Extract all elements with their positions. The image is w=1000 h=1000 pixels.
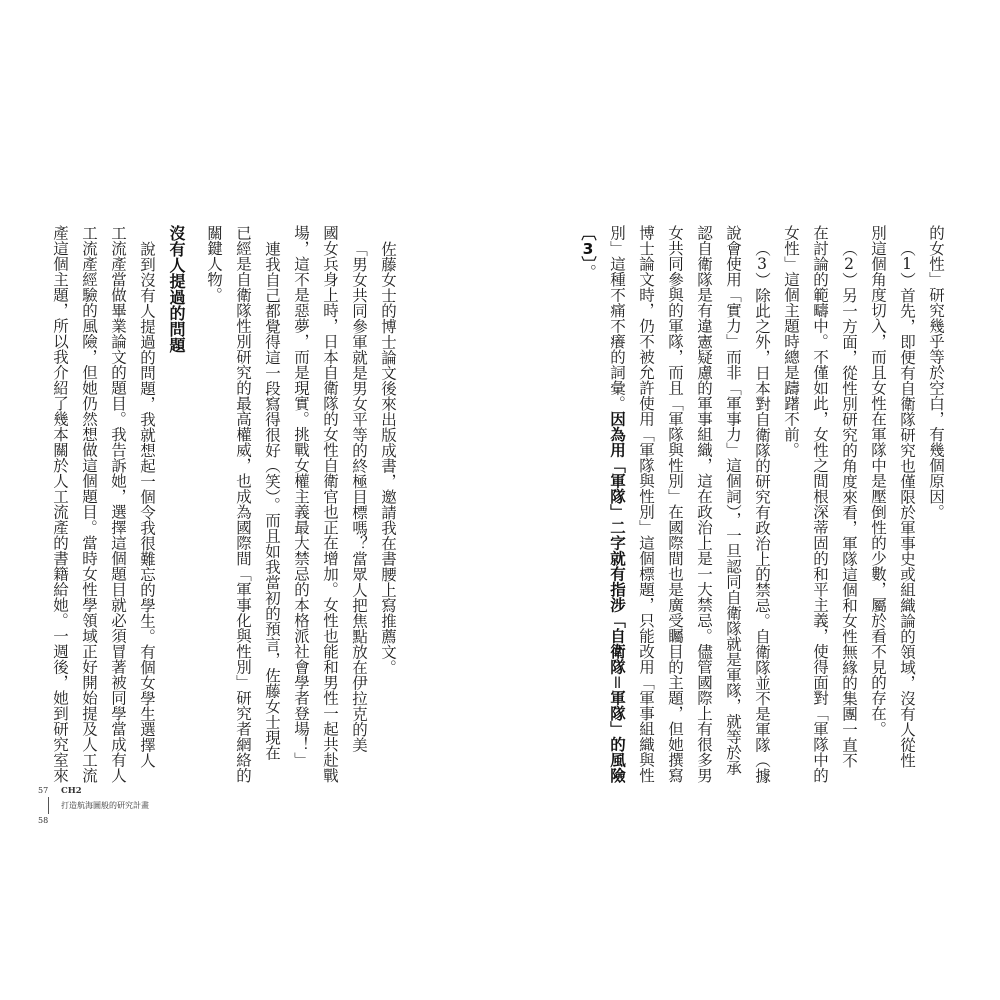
chapter-label: CH2 <box>61 786 82 796</box>
text-column: 說會使用「實力」而非「軍事力」這個詞），一旦認同自衛隊就是軍隊，就等於承 <box>724 225 742 776</box>
text-column: 在討論的範疇中。不僅如此，女性之間根深蒂固的和平主義，使得面對「軍隊中的 <box>811 225 829 783</box>
text-column <box>602 225 632 805</box>
text-column: 產這個主題，所以我介紹了幾本關於人工流產的書籍給她。一週後，她到研究室來 <box>51 225 69 783</box>
text-column: 博士論文時，仍不被允許使用「軍隊與性別」這個標題，只能改用「軍事組織與性 <box>637 225 655 783</box>
text-column: 「男女共同參軍就是男女平等的終極目標嗎？當眾人把焦點放在伊拉克的美 <box>350 240 368 752</box>
text-column: 已經是自衛隊性別研究的最高權威，也成為國際間「軍事化與性別」研究者網絡的 <box>234 225 252 783</box>
text-segment: 。 <box>579 263 597 280</box>
section-heading: 沒有人提過的問題 <box>167 225 186 353</box>
text-column: （2）另一方面，從性別研究的角度來看，軍隊這個和女性無緣的集團一直不 <box>840 240 858 768</box>
chapter-title: 打造航海圖般的研究計畫 <box>61 801 149 810</box>
upright-digits: 3 <box>757 256 767 272</box>
text-column: 工流產當做畢業論文的題目。我告訴她，選擇這個題目就必須冒著被同學當成有人 <box>109 225 127 783</box>
emphasis-text: 因為用「軍隊」二字就有指涉「自衛隊＝軍隊」的風險 <box>608 411 626 784</box>
text-column <box>573 225 603 805</box>
page-number-left: 57 <box>38 786 49 795</box>
text-column: 佐藤女士的博士論文後來出版成書，邀請我在書腰上寫推薦文。 <box>379 240 397 675</box>
text-column: 說到沒有人提過的問題，我就想起一個令我很難忘的學生。有個女學生選擇人 <box>138 240 156 768</box>
text-column: 女共同參與的軍隊，而且「軍隊與性別」在國際間也是廣受矚目的主題，但她撰寫 <box>666 225 684 783</box>
footer-divider <box>48 797 49 814</box>
text-column: 關鍵人物。 <box>205 225 223 303</box>
right-page <box>500 0 1000 1000</box>
page-number-right: 58 <box>38 816 49 825</box>
text-segment: 別」這種不痛不癢的詞彙。 <box>608 225 626 411</box>
text-column: 認自衛隊是有違憲疑慮的軍事組織，這在政治上是一大禁忌。儘管國際上有很多男 <box>695 225 713 783</box>
text-column: 工流產經驗的風險，但她仍然想做這個題目。當時女性學領域正好開始提及人工流 <box>80 225 98 783</box>
text-column: 的女性」研究幾乎等於空白，有幾個原因。 <box>927 225 945 520</box>
note-reference: 〔3〕 <box>579 225 597 264</box>
text-column: 別這個角度切入，而且女性在軍隊中是壓倒性的少數，屬於看不見的存在。 <box>869 225 887 737</box>
text-column: （1）首先，即便有自衛隊研究也僅限於軍事史或組織論的領域，沒有人從性 <box>898 240 916 768</box>
text-column: 國女兵身上時，日本自衛隊的女性自衛官也正在增加。女性也能和男性一起共赴戰 <box>321 225 339 783</box>
text-column: （3）除此之外，日本對自衛隊的研究有政治上的禁忌。自衛隊並不是軍隊（據 <box>753 240 771 783</box>
upright-digits: 1 <box>902 256 912 272</box>
upright-digits: 3 <box>582 240 594 256</box>
text-column: 連我自己都覺得這一段寫得很好（笑）。而且如我當初的預言，佐藤女士現在 <box>263 240 281 760</box>
text-column: 女性」這個主題時總是躊躇不前。 <box>782 225 800 458</box>
text-column: 場，這不是惡夢，而是現實。挑戰女權主義最大禁忌的本格派社會學者登場！」 <box>292 225 310 768</box>
upright-digits: 2 <box>844 256 854 272</box>
